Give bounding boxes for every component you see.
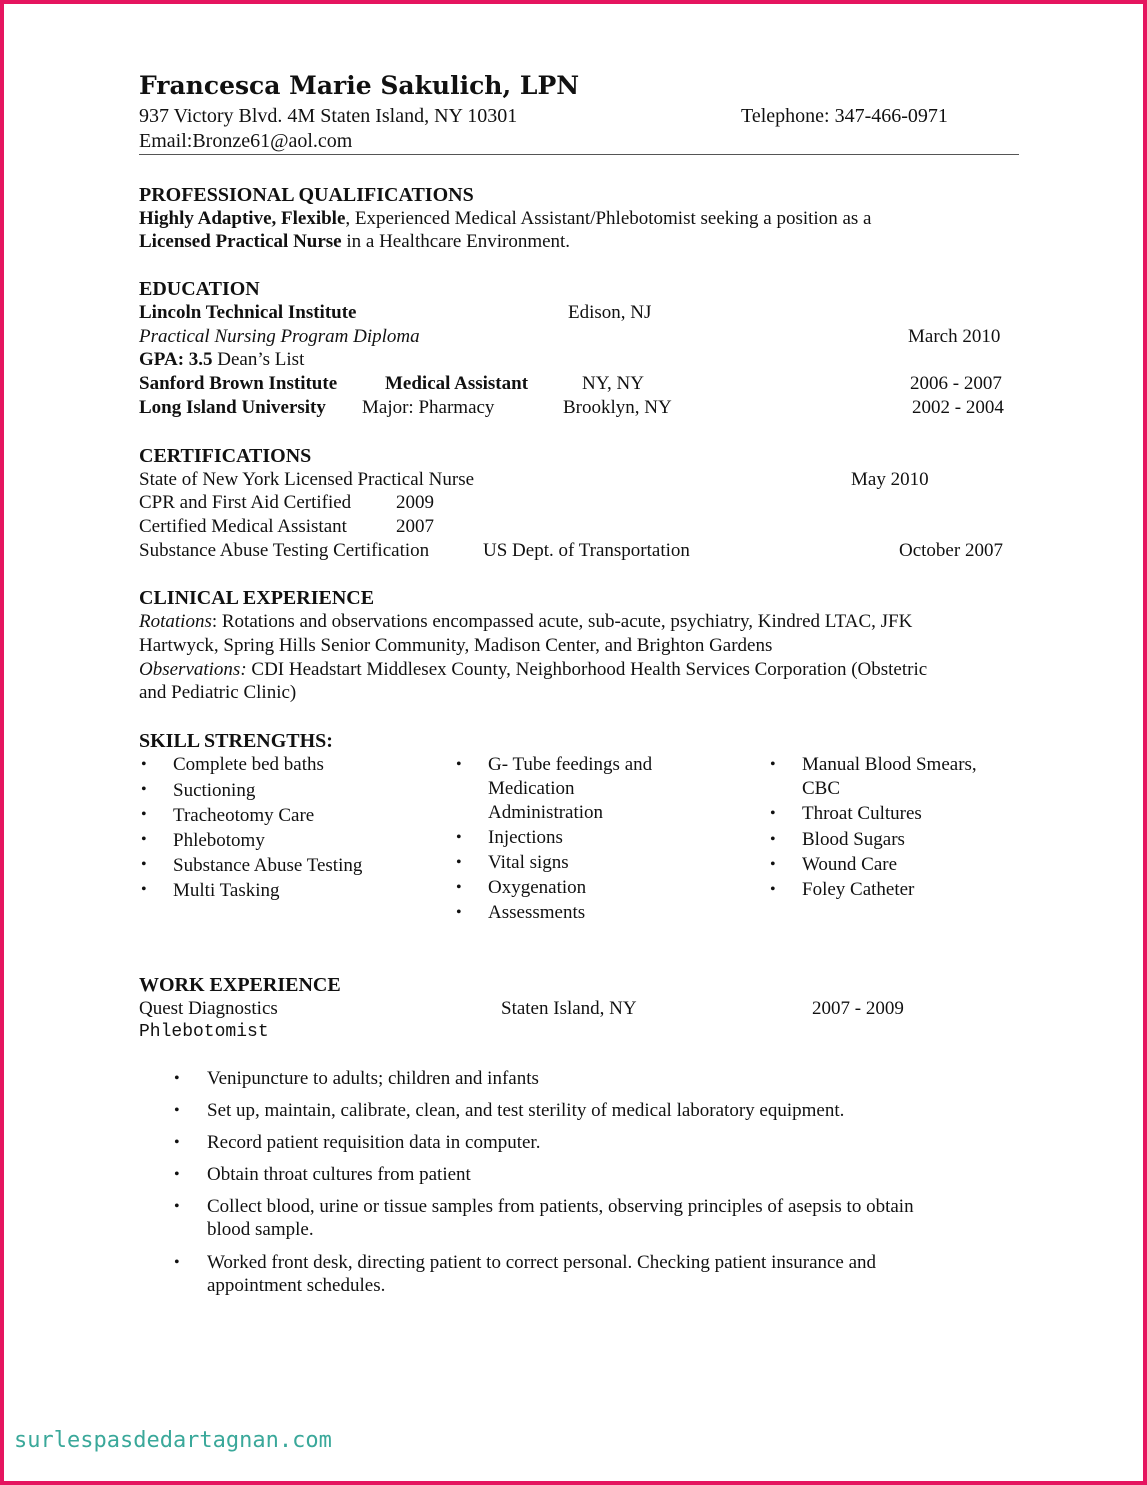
qualifications-line-1 <box>139 208 871 230</box>
work-heading: WORK EXPERIENCE <box>139 974 341 996</box>
email: Email:Bronze61@aol.com <box>139 130 353 152</box>
skills-heading: SKILL STRENGTHS: <box>139 730 333 752</box>
bullet: • <box>770 881 776 898</box>
cert-cpr: CPR and First Aid Certified <box>139 492 352 513</box>
skill-item: Blood Sugars <box>802 829 905 850</box>
rotations-line-2: Hartwyck, Spring Hills Senior Community, Madison Center, and Brighton Gardens <box>139 635 773 656</box>
bullet: • <box>141 781 147 798</box>
qualifications-line-1-rest: , Experienced Medical Assistant/Phlebotomist seeking a position as a <box>345 208 872 229</box>
bullet: • <box>770 831 776 848</box>
skill-item: Injections <box>488 827 563 848</box>
cert-lpn-date: May 2010 <box>851 469 929 490</box>
skill-item-continued: Administration <box>488 802 604 823</box>
qualifications-line-2-rest: in a Healthcare Environment. <box>341 231 571 252</box>
skill-item: Tracheotomy Care <box>173 805 315 826</box>
sanford-location: NY, NY <box>582 373 644 394</box>
bullet: • <box>141 806 147 823</box>
clinical-heading: CLINICAL EXPERIENCE <box>139 587 375 609</box>
bullet: • <box>456 756 462 773</box>
work-title: Phlebotomist <box>139 1022 269 1042</box>
bullet: • <box>174 1254 180 1271</box>
bullet: • <box>174 1070 180 1087</box>
duty-item-continued: appointment schedules. <box>207 1275 386 1296</box>
bullet: • <box>456 904 462 921</box>
bullet: • <box>770 756 776 773</box>
skill-item: G- Tube feedings and <box>488 754 653 775</box>
duty-item: Worked front desk, directing patient to correct personal. Checking patient insurance and <box>207 1252 877 1273</box>
skill-item: Assessments <box>488 902 586 923</box>
skill-item: Suctioning <box>173 780 256 801</box>
address: 937 Victory Blvd. 4M Staten Island, NY 10301 <box>139 105 518 127</box>
lincoln-location: Edison, NJ <box>568 302 652 323</box>
gpa-line <box>139 349 304 371</box>
bullet: • <box>770 856 776 873</box>
liu-location: Brooklyn, NY <box>563 397 672 418</box>
duty-item: Venipuncture to adults; children and infants <box>207 1068 539 1089</box>
skill-item: Manual Blood Smears, <box>802 754 977 775</box>
rotations-text: : Rotations and observations encompassed acute, sub-acute, psychiatry, Kindred LTAC, JFK <box>211 611 913 632</box>
liu-dates: 2002 - 2004 <box>912 397 1004 418</box>
skill-item: Foley Catheter <box>802 879 915 900</box>
duty-item: Collect blood, urine or tissue samples from patients, observing principles of asepsis to obtain <box>207 1196 914 1217</box>
lincoln-program: Practical Nursing Program Diploma <box>139 326 420 347</box>
sanford-name: Sanford Brown Institute <box>139 373 338 394</box>
work-company: Quest Diagnostics <box>139 998 278 1019</box>
bullet: • <box>174 1134 180 1151</box>
skill-item: Multi Tasking <box>173 880 280 901</box>
qualifications-line-2 <box>139 231 570 253</box>
skill-item: Wound Care <box>802 854 898 875</box>
education-heading: EDUCATION <box>139 278 260 300</box>
duty-item: Set up, maintain, calibrate, clean, and test sterility of medical laboratory equipment. <box>207 1100 845 1121</box>
bullet: • <box>456 879 462 896</box>
skill-item-continued: CBC <box>802 778 841 799</box>
candidate-name: Francesca Marie Sakulich, LPN <box>139 71 580 100</box>
lincoln-date: March 2010 <box>908 326 1001 347</box>
qualifications-line-1-bold: Highly Adaptive, Flexible <box>139 208 346 229</box>
work-dates: 2007 - 2009 <box>812 998 904 1019</box>
cert-substance-date: October 2007 <box>899 540 1003 561</box>
skill-item: Complete bed baths <box>173 754 324 775</box>
cert-lpn: State of New York Licensed Practical Nurse <box>139 469 475 490</box>
cert-substance-org: US Dept. of Transportation <box>483 540 690 561</box>
rotations-line-1 <box>139 611 912 633</box>
observations-line-2: and Pediatric Clinic) <box>139 682 297 703</box>
watermark: surlespasdedartagnan.com <box>14 1428 332 1453</box>
observations-line-1 <box>139 659 927 681</box>
bullet: • <box>141 881 147 898</box>
bullet: • <box>456 854 462 871</box>
header-divider <box>139 154 1019 155</box>
sanford-program: Medical Assistant <box>385 373 529 394</box>
liu-major: Major: Pharmacy <box>362 397 495 418</box>
duty-item: Record patient requisition data in computer. <box>207 1132 541 1153</box>
bullet: • <box>141 756 147 773</box>
bullet: • <box>174 1166 180 1183</box>
cert-cpr-date: 2009 <box>396 492 434 513</box>
cert-cma-date: 2007 <box>396 516 434 537</box>
duty-item: Obtain throat cultures from patient <box>207 1164 471 1185</box>
bullet: • <box>174 1198 180 1215</box>
bullet: • <box>141 831 147 848</box>
work-location: Staten Island, NY <box>501 998 637 1019</box>
lincoln-name: Lincoln Technical Institute <box>139 302 357 323</box>
skill-item: Vital signs <box>488 852 569 873</box>
gpa-honors: Dean’s List <box>212 349 305 370</box>
bullet: • <box>141 856 147 873</box>
sanford-dates: 2006 - 2007 <box>910 373 1002 394</box>
cert-substance: Substance Abuse Testing Certification <box>139 540 430 561</box>
skill-item: Throat Cultures <box>802 803 922 824</box>
skill-item: Substance Abuse Testing <box>173 855 363 876</box>
skill-item-continued: Medication <box>488 778 575 799</box>
duty-item-continued: blood sample. <box>207 1219 314 1240</box>
certifications-heading: CERTIFICATIONS <box>139 445 312 467</box>
qualifications-heading: PROFESSIONAL QUALIFICATIONS <box>139 184 474 206</box>
qualifications-line-2-bold: Licensed Practical Nurse <box>139 231 342 252</box>
gpa-label: GPA: 3.5 <box>139 349 213 370</box>
bullet: • <box>456 829 462 846</box>
telephone: Telephone: 347-466-0971 <box>741 105 948 127</box>
cert-cma: Certified Medical Assistant <box>139 516 347 537</box>
skill-item: Phlebotomy <box>173 830 265 851</box>
bullet: • <box>770 805 776 822</box>
observations-label: Observations: <box>139 659 247 680</box>
observations-text: CDI Headstart Middlesex County, Neighborhood Health Services Corporation (Obstetric <box>246 659 928 680</box>
bullet: • <box>174 1102 180 1119</box>
skill-item: Oxygenation <box>488 877 587 898</box>
liu-name: Long Island University <box>139 397 326 418</box>
rotations-label: Rotations <box>139 611 212 632</box>
